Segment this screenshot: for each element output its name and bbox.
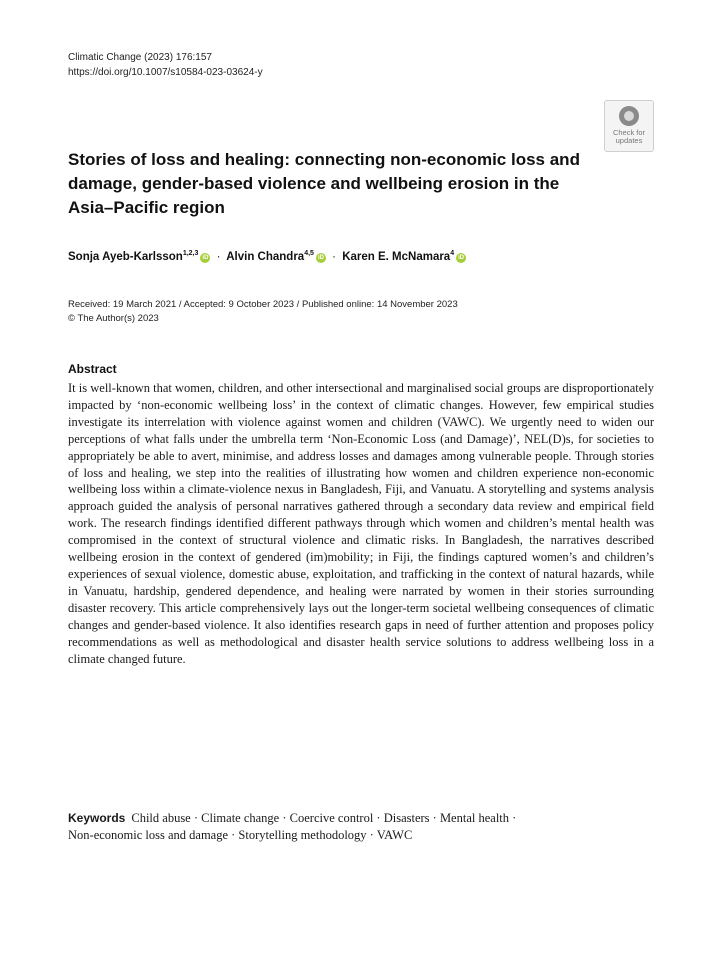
abstract-text: It is well-known that women, children, and other intersectional and marginalised social groups are disproportionately impacted by ‘non-economic wellbeing loss’ in the context of climatic changes. However, few empirical studies investigate its interrelation with violence against women and children (VAWC). We urgently need to widen our perceptions of what falls under the umbrella term ‘Non-Economic Loss (and Damage)’, NEL(D)s, for societies to appropriately be able to avert, minimise, and address losses and damages among vulnerable people. Through stories of loss and healing, we step into the realities of illustrating how women and children experience non-economic wellbeing loss within a climate-violence nexus in Bangladesh, Fiji, and Vanuatu. A storytelling and systems analysis approach guided the analysis of personal narratives gathered through a secondary data review and empirical field work. The research findings identified different pathways through which women and children’s mental health was compromised in the context of structural violence and climatic risks. In Bangladesh, the narratives described wellbeing erosion in the context of gendered (im)mobility; in Fiji, the findings captured women’s and children’s experiences of sexual violence, domestic abuse, exploitation, and trafficking in the context of natural hazards, while in Vanuatu, hardship, gendered dependence, and healing were narrated by women in their stories surrounding disaster recovery. This article comprehensively lays out the longer-term societal wellbeing consequences of climatic changes and gender-based violence. It also identifies research gaps in need of further attention and proposes policy recommendations as well as methodological and disaster health service solutions to address wellbeing loss in a climate changed future. xyxy=(68,381,654,666)
orcid-icon[interactable]: iD xyxy=(317,254,324,261)
badge-label: Check for updates xyxy=(612,128,646,145)
orcid-icon[interactable]: iD xyxy=(202,254,209,261)
check-for-updates-badge[interactable] xyxy=(604,100,654,152)
author-name[interactable]: Karen E. McNamara xyxy=(342,250,451,263)
crossmark-icon xyxy=(619,106,639,126)
doi-link[interactable]: https://doi.org/10.1007/s10584-023-03624-y xyxy=(68,67,263,78)
publication-dates xyxy=(68,298,458,326)
author-affiliation: 4,5 xyxy=(304,250,314,257)
author-name[interactable]: Sonja Ayeb-Karlsson xyxy=(68,250,183,263)
orcid-icon[interactable]: iD xyxy=(458,254,465,261)
keywords-line-2: Non-economic loss and damage · Storytelling methodology · VAWC xyxy=(68,828,413,842)
journal-header xyxy=(68,50,263,80)
author-separator: · xyxy=(216,250,221,263)
author-separator: · xyxy=(332,250,336,263)
article-title: Stories of loss and healing: connecting non-economic loss and damage, gender-based violence and wellbeing erosion in the Asia–Pacific region xyxy=(68,150,580,217)
keywords-line-1: Child abuse · Climate change · Coercive control · Disasters · Mental health · xyxy=(131,811,517,825)
copyright-line: © The Author(s) 2023 xyxy=(68,313,159,324)
author-affiliation: 4 xyxy=(450,250,455,257)
journal-citation: Climatic Change (2023) 176:157 xyxy=(68,52,212,63)
abstract-heading: Abstract xyxy=(68,362,117,376)
keywords-section xyxy=(68,810,654,844)
history-dates: Received: 19 March 2021 / Accepted: 9 October 2023 / Published online: 14 November 2023 xyxy=(68,299,458,310)
author-list xyxy=(68,250,466,263)
author-affiliation: 1,2,3 xyxy=(182,250,199,257)
author-name[interactable]: Alvin Chandra xyxy=(226,250,305,263)
keywords-heading: Keywords xyxy=(68,811,126,825)
